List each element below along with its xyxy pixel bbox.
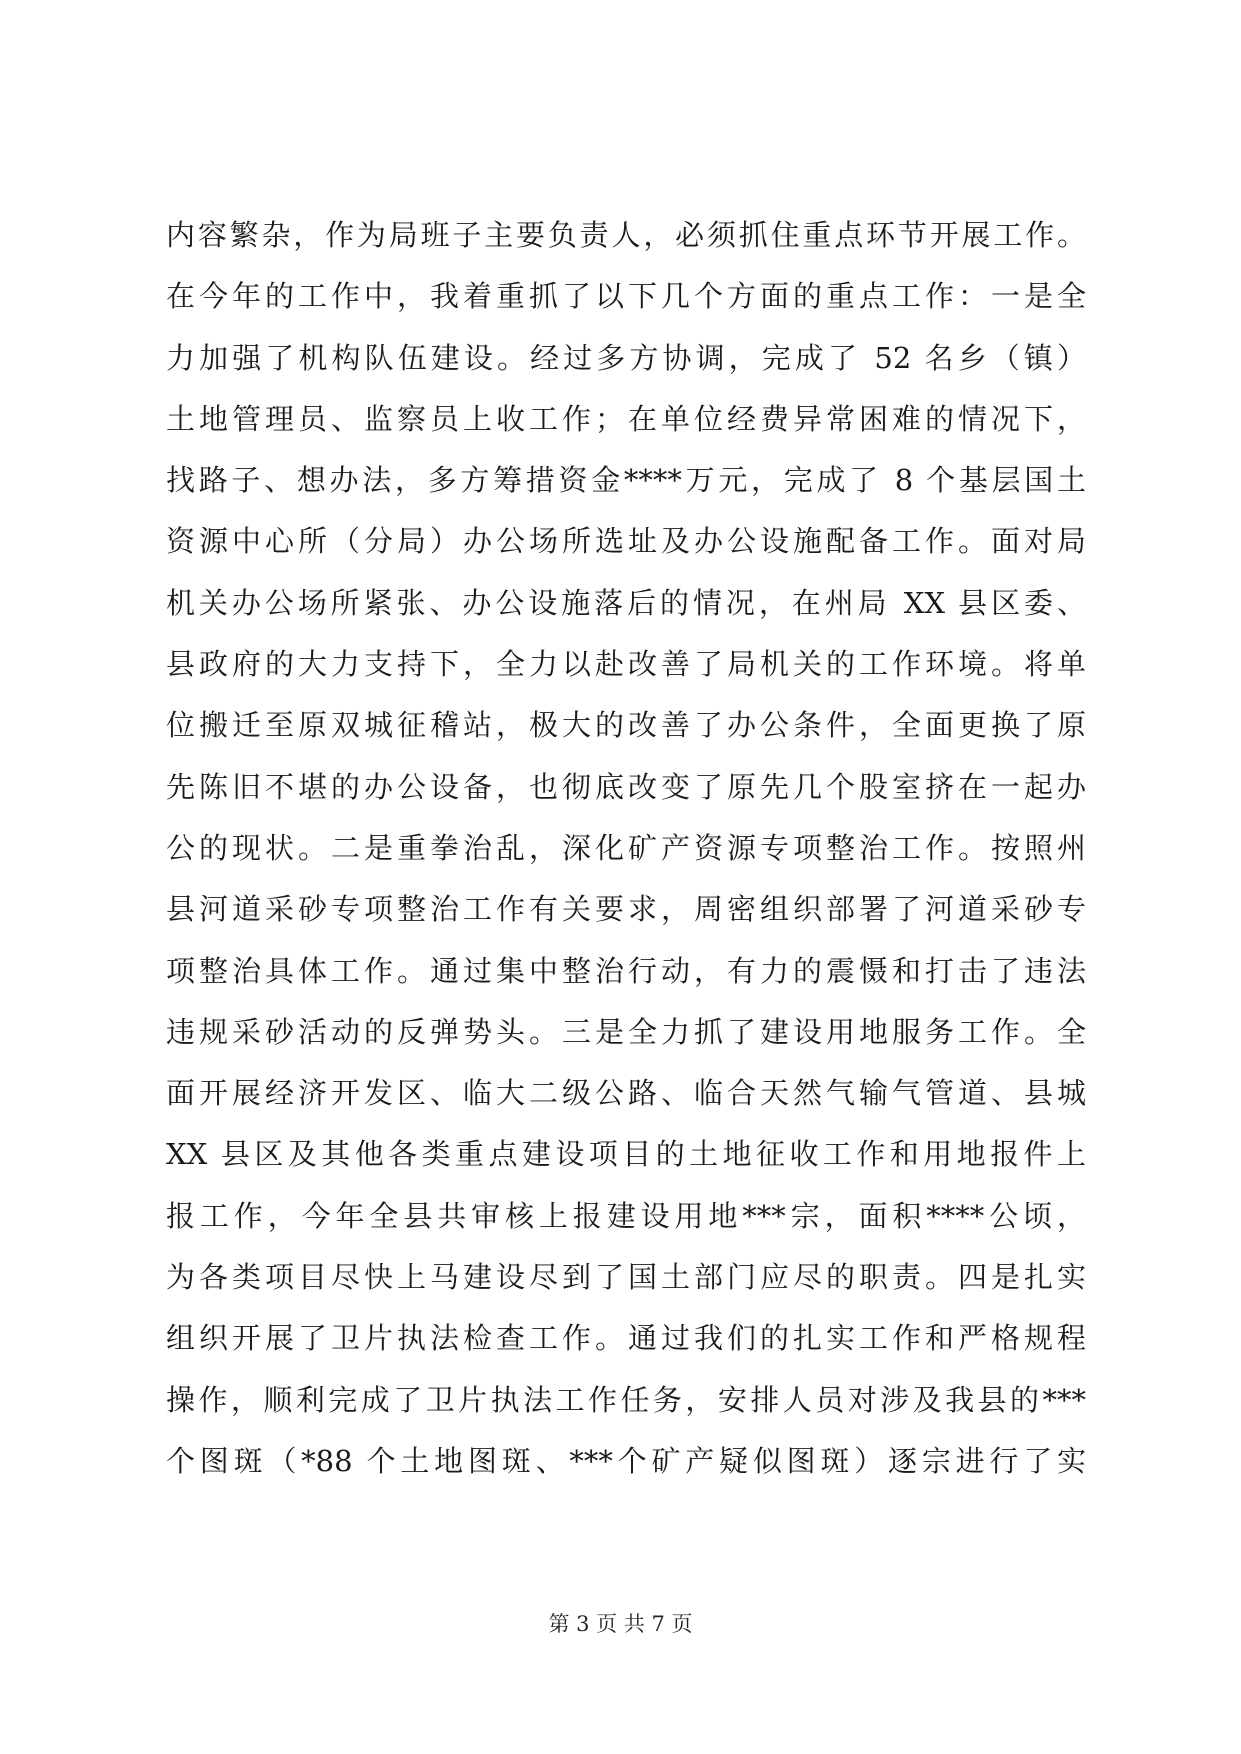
body-text [166, 205, 1086, 1492]
text-line: 为各类项目尽快上马建设尽到了国土部门应尽的职责。四是扎实 [166, 1260, 1086, 1295]
text-line: 违规采砂活动的反弹势头。三是全力抓了建设用地服务工作。全 [166, 1014, 1086, 1049]
text-line: 项整治具体工作。通过集中整治行动，有力的震慑和打击了违法 [166, 953, 1086, 988]
text-line: 力加强了机构队伍建设。经过多方协调，完成了 52 名乡（镇） [166, 340, 1086, 375]
text-line: 县政府的大力支持下，全力以赴改善了局机关的工作环境。将单 [166, 647, 1086, 682]
text-line: 土地管理员、监察员上收工作；在单位经费异常困难的情况下， [166, 401, 1086, 436]
text-line: 在今年的工作中，我着重抓了以下几个方面的重点工作：一是全 [166, 279, 1086, 314]
text-line: 内容繁杂，作为局班子主要负责人，必须抓住重点环节开展工作。 [166, 218, 1086, 252]
text-line: 资源中心所（分局）办公场所选址及办公设施配备工作。面对局 [166, 524, 1086, 559]
page-number: 第 3 页 共 7 页 [548, 1612, 693, 1636]
text-line: 公的现状。二是重拳治乱，深化矿产资源专项整治工作。按照州 [166, 830, 1086, 865]
text-line: 个图斑（*88 个土地图斑、***个矿产疑似图斑）逐宗进行了实 [166, 1443, 1086, 1478]
text-line: 组织开展了卫片执法检查工作。通过我们的扎实工作和严格规程 [166, 1321, 1086, 1356]
text-line: 报工作，今年全县共审核上报建设用地***宗，面积****公顷， [166, 1198, 1086, 1233]
text-line: 面开展经济开发区、临大二级公路、临合天然气输气管道、县城 [166, 1076, 1086, 1111]
text-line: 操作，顺利完成了卫片执法工作任务，安排人员对涉及我县的*** [166, 1382, 1086, 1417]
text-line: XX 县区及其他各类重点建设项目的土地征收工作和用地报件上 [166, 1137, 1086, 1172]
text-line: 位搬迁至原双城征稽站，极大的改善了办公条件，全面更换了原 [166, 708, 1086, 743]
text-line: 机关办公场所紧张、办公设施落后的情况，在州局 XX 县区委、 [166, 585, 1086, 620]
text-line: 县河道采砂专项整治工作有关要求，周密组织部署了河道采砂专 [166, 892, 1086, 927]
text-line: 先陈旧不堪的办公设备，也彻底改变了原先几个股室挤在一起办 [166, 769, 1086, 804]
text-line: 找路子、想办法，多方筹措资金****万元，完成了 8 个基层国土 [166, 463, 1086, 498]
